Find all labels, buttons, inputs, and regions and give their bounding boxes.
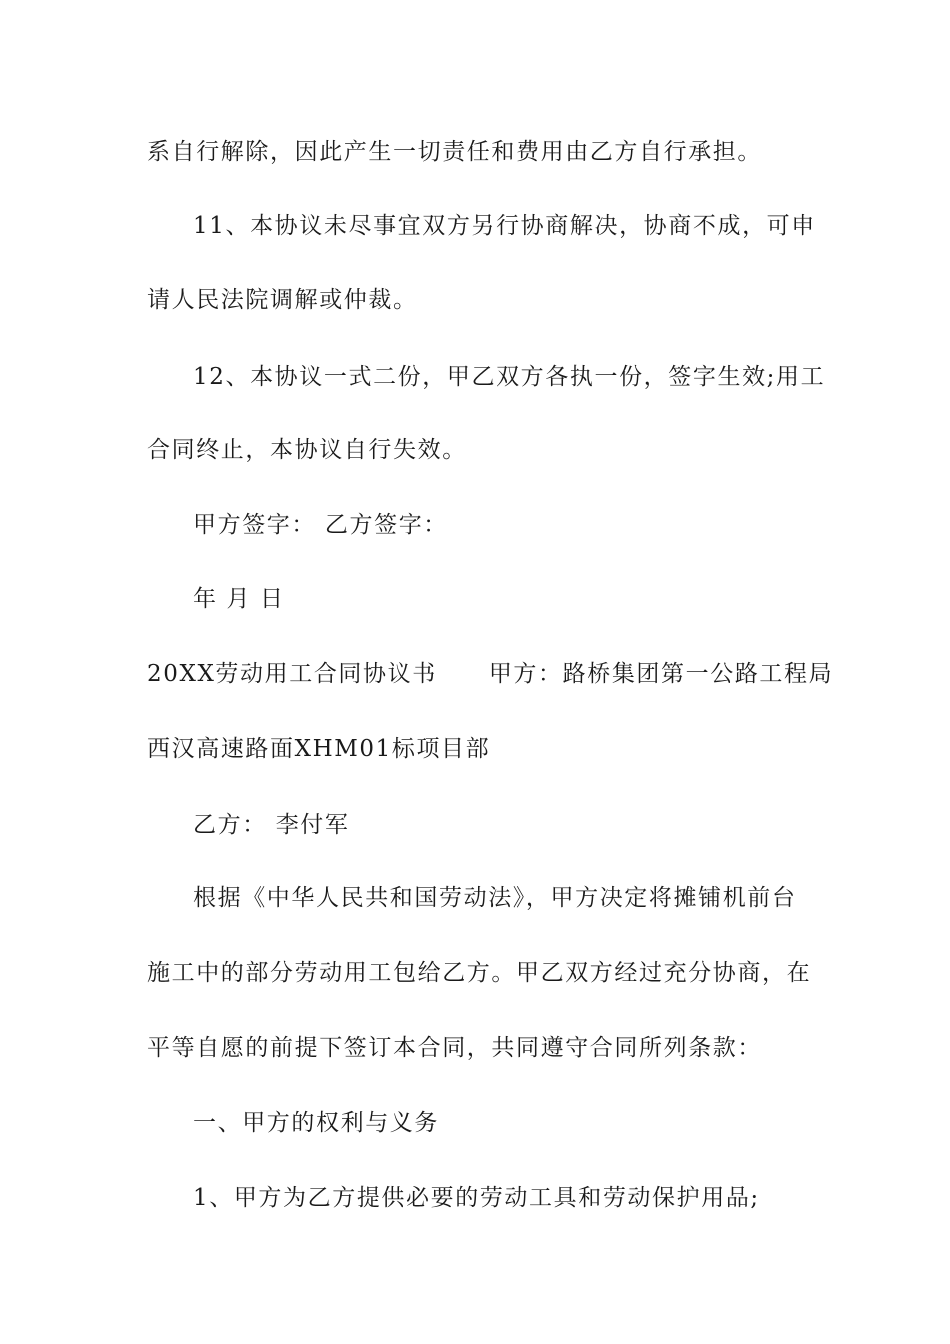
section-item-1: 1、甲方为乙方提供必要的劳动工具和劳动保护用品; xyxy=(193,1185,760,1211)
clause-11-line-1: 11、本协议未尽事宜双方另行协商解决，协商不成，可申 xyxy=(193,213,816,239)
preamble-line-2: 施工中的部分劳动用工包给乙方。甲乙双方经过充分协商，在 xyxy=(147,960,812,986)
contract-title: 20XX劳动用工合同协议书 xyxy=(147,661,437,687)
preamble-line-3: 平等自愿的前提下签订本合同，共同遵守合同所列条款： xyxy=(147,1035,762,1061)
clause-12-line-2: 合同终止，本协议自行失效。 xyxy=(147,437,467,463)
clause-12-line-1: 12、本协议一式二份，甲乙双方各执一份，签字生效;用工 xyxy=(193,364,826,390)
signature-line: 甲方签字： 乙方签字： xyxy=(193,512,448,538)
clause-11-line-2: 请人民法院调解或仲裁。 xyxy=(147,287,418,313)
paragraph-line: 系自行解除，因此产生一切责任和费用由乙方自行承担。 xyxy=(147,139,762,165)
party-a-name: 甲方：路桥集团第一公路工程局 xyxy=(488,661,834,687)
section-heading: 一、甲方的权利与义务 xyxy=(193,1110,439,1136)
party-b-name: 乙方： 李付军 xyxy=(193,812,350,838)
preamble-line-1: 根据《中华人民共和国劳动法》，甲方决定将摊铺机前台 xyxy=(193,885,797,911)
date-line: 年 月 日 xyxy=(193,586,285,612)
party-a-department: 西汉高速路面XHM01标项目部 xyxy=(147,736,491,762)
contract-heading-line xyxy=(147,659,834,689)
